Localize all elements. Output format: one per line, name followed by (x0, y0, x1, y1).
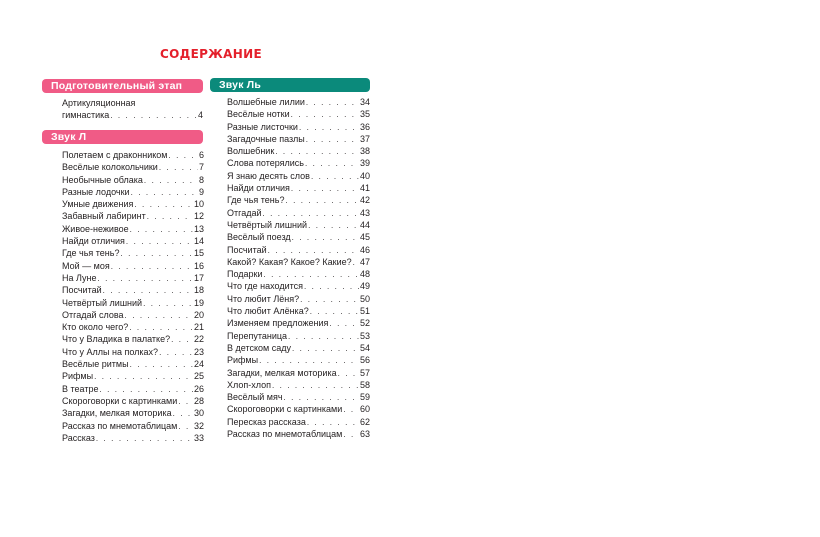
toc-entry-page: 24 (193, 359, 204, 370)
toc-entry-title: Рассказ по мнемотаблицам (227, 429, 343, 440)
toc-entry-page: 53 (359, 330, 370, 341)
toc-entry-title: Весёлый поезд (227, 232, 291, 243)
toc-entry[interactable] (227, 330, 370, 342)
toc-entry-title: Волшебные лилии (227, 97, 305, 107)
toc-entry-page: 14 (193, 236, 204, 247)
toc-entry-title: Весёлые ритмы (62, 359, 129, 370)
toc-leader-dots (125, 310, 193, 322)
page-title: СОДЕРЖАНИЕ (160, 47, 262, 61)
toc-entry-page: 33 (193, 432, 204, 443)
toc-entry[interactable] (227, 194, 370, 206)
toc-entry[interactable] (62, 260, 204, 272)
toc-leader-dots (299, 122, 359, 134)
toc-entry[interactable] (227, 379, 370, 391)
toc-leader-dots (159, 347, 193, 359)
toc-entry-title: Весёлые нотки (227, 109, 290, 120)
toc-entry-page: 19 (193, 297, 204, 308)
toc-entry[interactable] (227, 145, 370, 157)
toc-entry[interactable] (227, 170, 370, 182)
toc-entry-page: 43 (359, 207, 370, 218)
toc-entry-title: Рифмы (62, 371, 94, 382)
toc-entry-page: 28 (193, 395, 204, 406)
toc-entry-title: Рассказ по мнемотаблицам (62, 420, 178, 431)
toc-entry[interactable] (62, 407, 204, 419)
section-header-lj: Звук Ль (210, 78, 370, 92)
toc-entry-title: Загадки, мелкая моторика (62, 408, 172, 419)
toc-leader-dots (96, 433, 193, 445)
toc-entry-page: 54 (359, 342, 370, 353)
toc-entry-title: Отгадай (227, 207, 262, 218)
toc-entry[interactable] (227, 268, 370, 280)
toc-entry-title: Изменяем предложения (227, 318, 329, 329)
toc-entry-page: 51 (359, 306, 370, 317)
toc-entry[interactable] (227, 428, 370, 440)
toc-entry-title: Перепутаница (227, 330, 288, 341)
toc-leader-dots (98, 273, 193, 285)
toc-leader-dots (144, 175, 198, 187)
toc-entry-page: 25 (193, 371, 204, 382)
toc-entry-page: 63 (359, 429, 370, 440)
toc-entry-title: Найди отличия (227, 183, 290, 194)
toc-entry-page: 35 (359, 109, 370, 120)
toc-entry[interactable] (227, 305, 370, 317)
toc-entry-title: Умные движения (62, 199, 134, 210)
toc-entry-page: 21 (193, 322, 204, 333)
toc-leader-dots (120, 248, 193, 260)
toc-entry-page: 26 (193, 383, 204, 394)
toc-entry-page: 34 (359, 97, 370, 107)
toc-entry[interactable] (62, 149, 204, 161)
toc-leader-dots (285, 195, 359, 207)
toc-entry[interactable] (227, 182, 370, 194)
toc-entry-title: Посчитай (227, 244, 267, 255)
toc-entry-page: 36 (359, 121, 370, 132)
toc-entry-page: 32 (193, 420, 204, 431)
toc-entry-title: Посчитай (62, 285, 102, 296)
toc-leader-dots (338, 368, 359, 380)
toc-entry[interactable] (62, 432, 204, 444)
toc-leader-dots (111, 261, 193, 273)
toc-entry-page: 49 (359, 281, 370, 292)
toc-entry-title: В театре (62, 383, 99, 394)
toc-list-lj (227, 96, 370, 440)
toc-entry-page: 40 (359, 170, 370, 181)
toc-entry-page: 17 (193, 272, 204, 283)
toc-entry-page: 44 (359, 219, 370, 230)
toc-entry-page: 18 (193, 285, 204, 296)
toc-leader-dots (272, 380, 359, 392)
toc-entry[interactable] (227, 231, 370, 243)
toc-entry-page: 23 (193, 346, 204, 357)
toc-entry-title: Разные листочки (227, 121, 298, 132)
toc-entry[interactable] (227, 207, 370, 219)
toc-entry-page: 41 (359, 183, 370, 194)
toc-leader-dots (306, 97, 359, 109)
toc-entry[interactable] (227, 121, 370, 133)
toc-leader-dots (353, 257, 359, 269)
toc-entry-title: Что у Аллы на полках? (62, 346, 159, 357)
toc-entry[interactable] (62, 395, 204, 407)
toc-entry-title: Живое-неживое (62, 223, 129, 234)
toc-entry-title: Четвёртый лишний (62, 297, 143, 308)
toc-entry-title: Я знаю десять слов (227, 170, 310, 181)
toc-leader-dots (130, 224, 193, 236)
toc-entry[interactable] (227, 416, 370, 428)
toc-leader-dots (291, 109, 359, 121)
toc-entry-page: 58 (359, 379, 370, 390)
toc-leader-dots (291, 183, 359, 195)
toc-leader-dots (130, 359, 193, 371)
toc-leader-dots (311, 171, 359, 183)
toc-entry-title: Загадки, мелкая моторика (227, 367, 337, 378)
toc-entry-title: Полетаем с драконником (62, 150, 168, 160)
toc-entry[interactable] (62, 161, 204, 173)
toc-leader-dots (343, 429, 359, 441)
toc-entry-title: Что любит Лёня? (227, 293, 300, 304)
toc-entry-title: Что у Владика в палатке? (62, 334, 171, 345)
toc-leader-dots (159, 162, 198, 174)
toc-entry-page: 38 (359, 146, 370, 157)
toc-leader-dots (329, 318, 359, 330)
toc-leader-dots (308, 220, 359, 232)
toc-leader-dots (178, 396, 193, 408)
toc-entry-title: Кто около чего? (62, 322, 129, 333)
toc-entry[interactable] (227, 219, 370, 231)
section-header-prep: Подготовительный этап (42, 79, 203, 93)
toc-entry-title: Весёлые колокольчики (62, 162, 158, 173)
toc-entry-page: 39 (359, 158, 370, 169)
toc-entry-page: 62 (359, 416, 370, 427)
toc-entry-title: Подарки (227, 269, 263, 280)
toc-entry-title: Загадочные пазлы (227, 133, 305, 144)
toc-entry[interactable] (62, 297, 204, 309)
toc-entry[interactable] (227, 256, 370, 268)
toc-entry-title: Рассказ (62, 432, 95, 443)
toc-entry-page: 59 (359, 392, 370, 403)
toc-entry[interactable] (62, 186, 204, 198)
toc-entry-page: 46 (359, 244, 370, 255)
toc-entry-title: Мой — моя (62, 260, 110, 271)
toc-leader-dots (126, 236, 193, 248)
toc-entry[interactable] (62, 309, 204, 321)
toc-entry-title: Отгадай слова (62, 309, 124, 320)
toc-entry-page: 12 (193, 211, 204, 222)
toc-entry-page: 8 (198, 174, 204, 185)
toc-entry[interactable] (227, 354, 370, 366)
toc-entry-title: Скороговорки с картинками (62, 395, 178, 406)
toc-leader-dots (292, 232, 359, 244)
toc-leader-dots (143, 298, 193, 310)
toc-entry-title: Хлоп-хлоп (227, 379, 271, 390)
toc-leader-dots (110, 110, 197, 122)
section-header-l: Звук Л (42, 130, 203, 144)
toc-entry[interactable] (62, 223, 204, 235)
toc-leader-dots (94, 371, 193, 383)
toc-entry-page: 6 (198, 150, 204, 160)
toc-leader-dots (168, 150, 198, 162)
toc-entry[interactable] (62, 235, 204, 247)
toc-entry-title: Какой? Какая? Какое? Какие? (227, 256, 352, 267)
toc-entry[interactable] (227, 403, 370, 415)
toc-entry[interactable] (227, 280, 370, 292)
toc-entry-page: 56 (359, 355, 370, 366)
toc-entry-title: Необычные облака (62, 174, 143, 185)
toc-entry[interactable] (227, 317, 370, 329)
toc-entry[interactable] (62, 321, 204, 333)
toc-entry[interactable] (62, 284, 204, 296)
toc-entry-title: Весёлый мяч (227, 392, 283, 403)
toc-entry-page: 16 (193, 260, 204, 271)
toc-leader-dots (304, 281, 359, 293)
toc-entry-page: 15 (193, 248, 204, 259)
toc-entry-line: Артикуляционная (62, 98, 136, 108)
toc-entry[interactable] (62, 109, 203, 121)
toc-entry-page: 50 (359, 293, 370, 304)
toc-entry-page: 57 (359, 367, 370, 378)
toc-entry[interactable] (62, 370, 204, 382)
toc-entry[interactable] (62, 346, 204, 358)
toc-leader-dots (171, 334, 193, 346)
toc-entry-title: Что где находится (227, 281, 304, 292)
toc-entry[interactable] (62, 333, 204, 345)
toc-entry[interactable] (62, 198, 204, 210)
toc-entry-title: Волшебник (227, 146, 275, 157)
toc-entry[interactable] (227, 96, 370, 108)
toc-entry-title: На Луне (62, 272, 97, 283)
toc-entry-title: Рифмы (227, 355, 259, 366)
toc-entry[interactable] (227, 133, 370, 145)
toc-entry[interactable] (62, 210, 204, 222)
toc-entry[interactable] (62, 174, 204, 186)
toc-entry[interactable] (227, 367, 370, 379)
toc-entry-title: В детском саду (227, 342, 291, 353)
toc-leader-dots (305, 158, 359, 170)
toc-entry-page: 9 (198, 186, 204, 197)
toc-entry-page: 20 (193, 309, 204, 320)
toc-entry-page: 45 (359, 232, 370, 243)
toc-entry[interactable] (62, 247, 204, 259)
toc-leader-dots (306, 134, 359, 146)
toc-entry-title: Забавный лабиринт (62, 211, 146, 222)
toc-entry-title: Что любит Алёнка? (227, 306, 309, 317)
toc-entry[interactable] (227, 244, 370, 256)
toc-list-l (62, 149, 204, 444)
toc-entry[interactable] (227, 391, 370, 403)
toc-entry[interactable] (227, 157, 370, 169)
toc-entry-title: гимнастика (62, 110, 110, 120)
toc-entry-page: 42 (359, 195, 370, 206)
toc-entry[interactable] (227, 293, 370, 305)
toc-entry[interactable] (227, 108, 370, 120)
toc-entry-title: Разные лодочки (62, 186, 130, 197)
toc-entry-page: 4 (197, 110, 203, 120)
toc-entry-title: Скороговорки с картинками (227, 404, 343, 415)
toc-entry-page: 52 (359, 318, 370, 329)
toc-leader-dots (343, 404, 359, 416)
toc-entry-page: 37 (359, 133, 370, 144)
toc-entry-page: 22 (193, 334, 204, 345)
toc-entry-page: 48 (359, 269, 370, 280)
toc-entry[interactable] (62, 420, 204, 432)
toc-leader-dots (288, 331, 359, 343)
toc-entry[interactable] (62, 272, 204, 284)
toc-entry-title: Пересказ рассказа (227, 416, 306, 427)
toc-entry-title: Найди отличия (62, 236, 125, 247)
toc-entry-title: Слова потерялись (227, 158, 304, 169)
toc-entry[interactable] (62, 358, 204, 370)
toc-leader-dots (131, 187, 198, 199)
toc-entry-page: 7 (198, 162, 204, 173)
toc-leader-dots (178, 421, 193, 433)
toc-entry-page: 10 (193, 199, 204, 210)
toc-entry[interactable] (62, 383, 204, 395)
toc-entry-title: Где чья тень? (227, 195, 285, 206)
toc-entry-page: 47 (359, 256, 370, 267)
toc-entry-title: Где чья тень? (62, 248, 120, 259)
toc-leader-dots (147, 211, 193, 223)
toc-entry-page: 13 (193, 223, 204, 234)
toc-entry[interactable] (227, 342, 370, 354)
toc-leader-dots (292, 343, 359, 355)
toc-entry-title: Четвёртый лишний (227, 219, 308, 230)
toc-entry-page: 60 (359, 404, 370, 415)
toc-entry-page: 30 (193, 408, 204, 419)
toc-leader-dots (300, 294, 359, 306)
